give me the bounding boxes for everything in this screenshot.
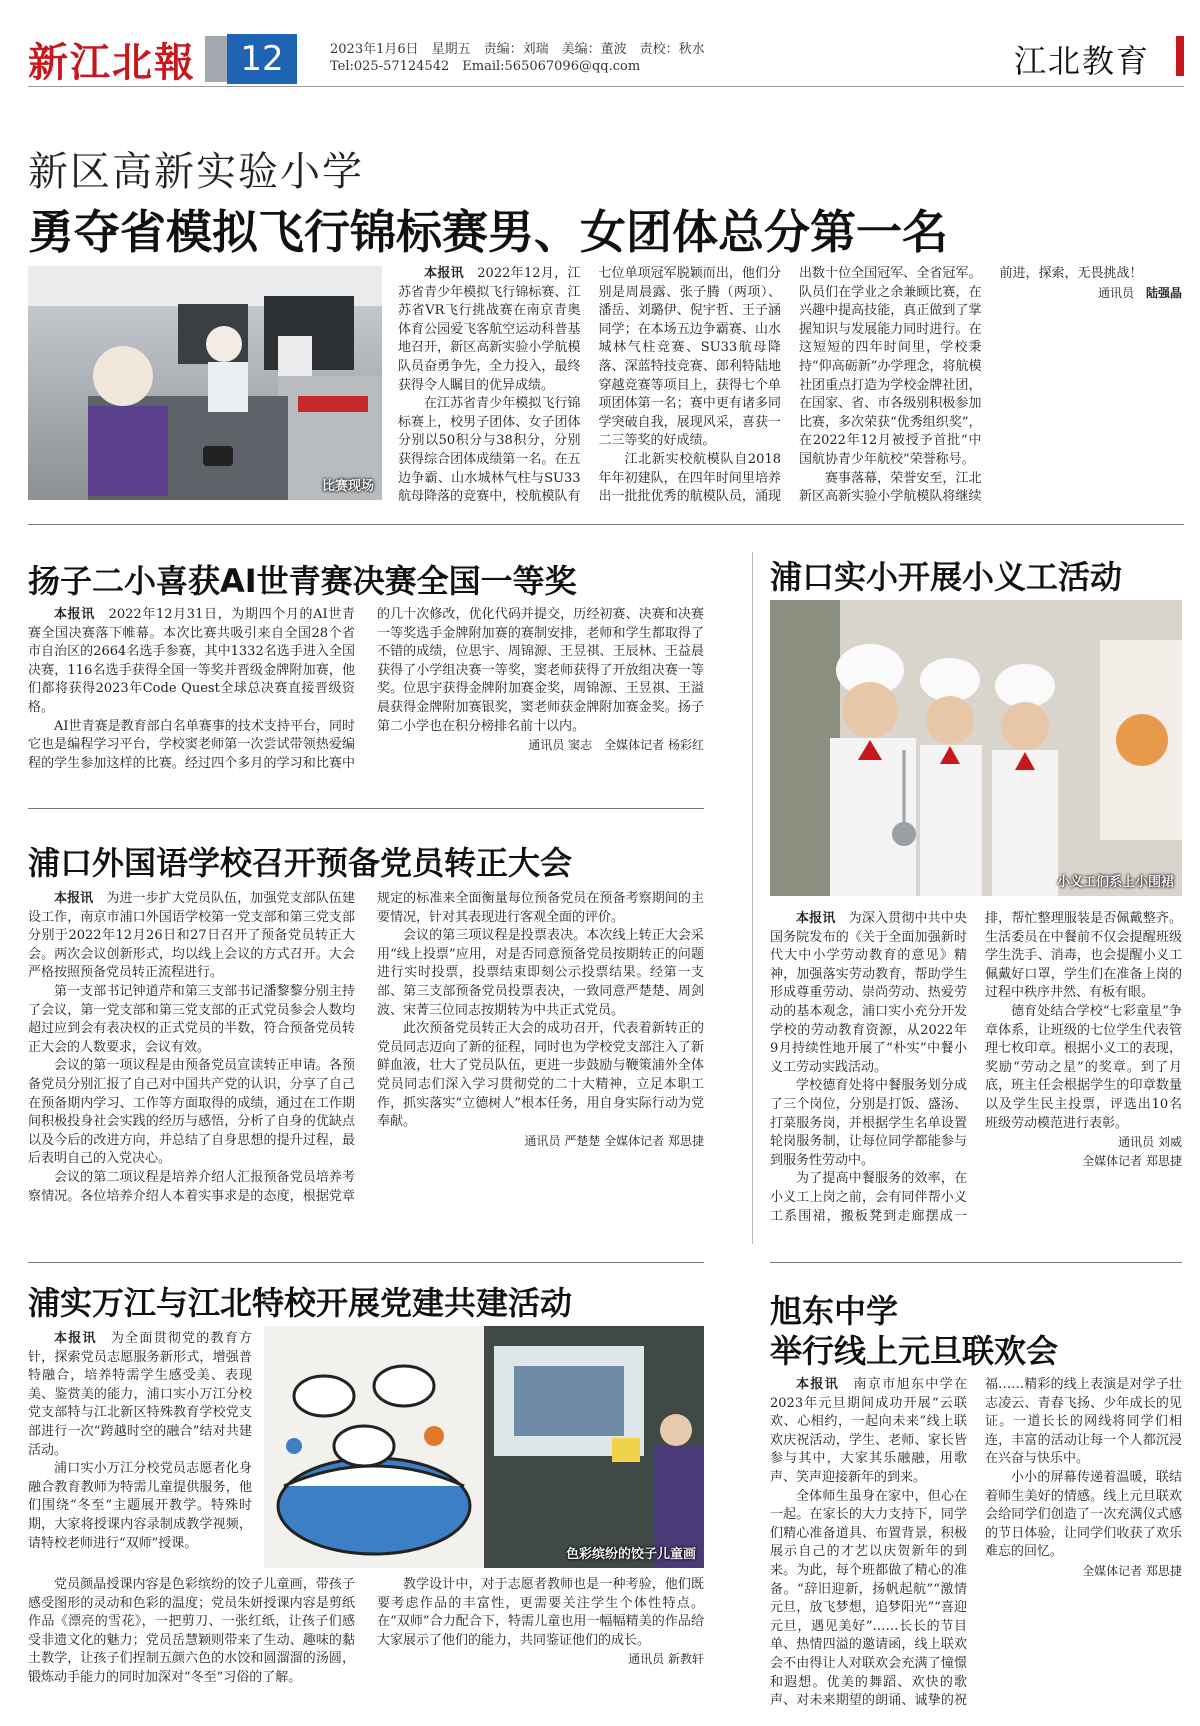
article4-lead: 本报讯: [54, 891, 94, 906]
article4-paragraph: 会议的第一项议程是由预备党员宣读转正申请。各预备党员分别汇报了自己对中国共产党的认识，分享了自己在预备期内学习、工作等方面取得的成绩，通过在工作期间积极投身社会实践的经历与感悟，分析了自身的优缺点以及今后的改进方向，并总结了自身思想的提升过程，最后表明自己的入党决心。: [28, 1058, 355, 1167]
flight-sim-photo-illustration: [28, 266, 382, 500]
article5-paragraph: 教学设计中，对于志愿者教师也是一种考验，他们既要考虑作品的丰富性，更需要关注学生个体性特点。在“双师”合力配合下，特需儿童也用一幅幅精美的作品给大家展示了他们的能力，共同鉴证他们的成长。: [377, 1577, 704, 1648]
article5-photo-caption: 色彩缤纷的饺子儿童画: [565, 1547, 696, 1562]
volunteers-photo-illustration: [770, 600, 1182, 896]
article1-kicker: 新区高新实验小学: [28, 149, 364, 195]
article2-paragraph: 2022年12月31日，为期四个月的AI世青赛全国决赛落下帷幕。本次比赛共吸引来自全国28个省市自治区的2664名选手参赛，其中1332名选手进入全国决赛，116名选手获得全国一等奖并晋级金牌附加赛，他们都将获得2023年Code Quest全球总决赛直接晋级资格。: [28, 607, 355, 715]
column-divider: [752, 552, 753, 1244]
section-divider: [28, 808, 704, 809]
article1-byline: [1000, 284, 1183, 303]
article5-headline: 浦实万江与江北特校开展党建共建活动: [28, 1284, 573, 1322]
article4-byline: 通讯员 严楚楚 全媒体记者 郑思捷: [524, 1133, 704, 1148]
article4-body: [28, 890, 704, 1236]
article1-paragraph: 赛事落幕，荣誉安至，江北新区高新实验小学航模队将继续前进，探索，无畏挑战！: [799, 266, 1143, 505]
section-divider: [770, 1262, 1182, 1263]
article3-paragraph: 为了提高中餐服务的效率，在小义工上岗之前，会有同伴帮小义工系围裙，搬板凳到走廊摆成一排，帮忙整理服装是否佩戴整齐。生活委员在中餐前不仅会提醒班级学生洗手、消毒，也会提醒小义工佩戴好口罩，学生们在准备上岗的过程中秩序井然、有板有眼。: [770, 911, 1182, 1224]
article6-body: [770, 1376, 1182, 1722]
article1-photo: [28, 266, 382, 500]
article1-paragraph: 2022年12月，江苏省青少年模拟飞行锦标赛、江苏省VR飞行挑战赛在南京青奥体育公园爱飞客航空运动科普基地召开，新区高新实验小学航模队员奋勇争先，全力投入，最终获得令人瞩目的优异成绩。: [398, 266, 581, 393]
byline-name: 陆强晶: [1145, 285, 1182, 300]
header-rule: [28, 86, 1184, 87]
article3-paragraph: 学校德育处将中餐服务划分成了三个岗位，分别是打饭、盛汤、打菜服务岗，并根据学生名单设置轮岗服务制，让每位同学都能参与到服务性劳动中。: [770, 1078, 967, 1168]
article1-paragraph: 在江苏省青少年模拟飞行锦标赛上，校男子团体、女子团体分别以50积分与38积分，分别获得综合团体成绩第一名。在五边争霸、山水城林气柱与SU33航母降落的竞赛中，校航模队有七位单项冠军脱颖而出，他们分别是周晨露、张子腾（两项）、潘岳、刘璐伊、倪宇哲、王子涵同学；在本场五边争霸赛、山水城林气柱竞赛、SU33航母降落、深蓝特技竞赛、郎利特陆地穿越竞赛等项目上，获得七个单项团体第一名；赛中更有诸多同学突破自我，展现风采，喜获一二三等奖的好成绩。: [398, 266, 781, 505]
article1-body: [398, 265, 1182, 507]
section-divider: [28, 524, 1184, 525]
article1-headline: 勇夺省模拟飞行锦标赛男、女团体总分第一名: [28, 205, 948, 259]
article6-lead: 本报讯: [796, 1377, 840, 1392]
article4-paragraph: 会议的第三项议程是投票表决。本次线上转正大会采用“线上投票”应用，对是否同意预备党员按期转正的问题进行实时投票，投票结束即刻公示投票结果。经第一支部、第三支部预备党员投票表决，一致同意严楚楚、周剑波、宋菁三位同志按期转为中共正式党员。: [377, 928, 704, 1018]
article2-headline: 扬子二小喜获AI世青赛决赛全国一等奖: [28, 562, 577, 600]
masthead-logo: 新江北報: [28, 39, 196, 86]
article3-headline: 浦口实小开展小义工活动: [770, 558, 1123, 596]
article3-byline: 全媒体记者 郑思捷: [1082, 1153, 1182, 1168]
article1-paragraph: 江北新实校航模队自2018年年初建队，在四年时间里培养出一批批优秀的航模队员，涌现出数十位全国冠军、全省冠军。队员们在学业之余兼顾比赛，在兴趣中提高技能，真正做到了掌握知识与发展能力同时进行。在这短短的四年时间里，学校秉持“仰高砺新”办学理念，将航模社团重点打造为学校金牌社团，在国家、省、市各级别积极参加比赛，多次荣获“优秀组织奖”，在2022年12月被授予首批“中国航协青少年航校”荣誉称号。: [598, 266, 982, 505]
section-title: 江北教育: [1014, 42, 1151, 80]
article5-byline: 通讯员 新教轩: [628, 1652, 704, 1667]
article3-paragraph: 为深入贯彻中共中央国务院发布的《关于全面加强新时代大中小学劳动教育的意见》精神，加强落实劳动教育，帮助学生形成尊重劳动、崇尚劳动、热爱劳动的基本观念，浦口实小充分开发学校的劳动教育资源，从2022年9月持续性地开展了“朴实”中餐小义工劳动实践活动。: [770, 911, 967, 1075]
article6-paragraph: 南京市旭东中学在2023年元旦期间成功开展“云联欢、心相约，一起向未来”线上联欢庆祝活动，学生、老师、家长皆参与其中，大家其乐融融，用歌声、笑声迎接新年的到来。: [770, 1377, 967, 1485]
article5-paragraph: 为全面贯彻党的教育方针，探索党员志愿服务新形式，增强普特融合，培养特需学生感受美、表现美、鉴赏美的能力，浦口实小万江分校党支部特与江北新区特殊教育学校党支部进行一次“跨越时空的融合”结对共建活动。: [28, 1331, 252, 1458]
section-accent-bar: [1176, 36, 1184, 76]
article6-headline-line2: 举行线上元旦联欢会: [770, 1332, 1059, 1370]
article1-photo-caption: 比赛现场: [321, 479, 374, 494]
article2-lead: 本报讯: [54, 607, 95, 622]
article4-paragraph: 为进一步扩大党员队伍，加强党支部队伍建设工作，南京市浦口外国语学校第一党支部和第三党支部分别于2022年12月26日和27日召开了预备党员转正大会。两次会议创新形式，均以线上会议的方式召开。大会严格按照预备党员转正流程进行。: [28, 891, 355, 981]
article5-body-top: [28, 1330, 252, 1570]
section-divider: [28, 1262, 704, 1263]
article6-byline: 全媒体记者 郑思捷: [1082, 1563, 1182, 1578]
article5-paragraph: 党员颜晶授课内容是色彩缤纷的饺子儿童画，带孩子感受图形的灵动和色彩的温度；党员朱妍授课内容是剪纸作品《漂亮的雪花》，一把剪刀、一张红纸，让孩子们感受非遗文化的魅力；党员岳慧颖则带来了生动、趣味的黏土教学，让孩子们捏制五颜六色的水饺和圆溜溜的汤圆，锻炼动手能力的同时加深对“冬至”习俗的了解。: [28, 1577, 355, 1685]
article4-paragraph: 此次预备党员转正大会的成功召开，代表着新转正的党员同志迈向了新的征程，同时也为学校党支部注入了新鲜血液，壮大了党员队伍，更进一步鼓励与鞭策浦外全体党员同志们深入学习贯彻党的二十大精神，立足本职工作，抓实落实“立德树人”根本任务，用自身实际行动为党奉献。: [377, 1021, 704, 1130]
article5-lead: 本报讯: [54, 1331, 97, 1346]
article2-paragraph: AI世青赛是教育部白名单赛事的技术支持平台，同时它也是编程学习平台，学校窦老师第一次尝试带领热爱编程的学生参加这样的比赛。经过四个多月的学习和比赛中的几十次修改，优化代码并提交，历经初赛、决赛和决赛一等奖选手金牌附加赛的赛制安排，老师和学生都取得了不错的成绩，位思宇、周锦源、王昱祺、王辰林、王益晨获得了小学组决赛一等奖，窦老师获得了开放组决赛一等奖。位思宇获得金牌附加赛金奖，周锦源、王昱祺、王溢晨获得金牌附加赛银奖，窦老师获金牌附加赛金奖。扬子第二小学也在积分榜排名前十以内。: [28, 607, 704, 771]
article4-paragraph: 会议的第二项议程是培养介绍人汇报预备党员培养考察情况。各位培养介绍人本着实事求是的态度，根据党章规定的标准来全面衡量每位预备党员在预备考察期间的主要情况，针对其表现进行客观全面的评价。: [28, 891, 704, 1204]
byline-role: 通讯员: [1097, 285, 1134, 300]
dumpling-drawing-illustration: [264, 1326, 704, 1568]
article3-body: [770, 910, 1182, 1244]
article1-lead: 本报讯: [424, 266, 464, 281]
article2-body: [28, 606, 704, 782]
article3-lead: 本报讯: [796, 911, 836, 926]
contact-meta: Tel:025-57124542 Email:565067096@qq.com: [330, 59, 641, 74]
page-number: 12: [227, 34, 297, 84]
article4-paragraph: 第一支部书记钟道芹和第三支部书记潘黎黎分别主持了会议，第一党支部和第三党支部的正式党员参会人数均超过应到会有表决权的正式党员的半数，符合预备党员转正大会的人数要求，会议有效。: [28, 983, 355, 1055]
article3-photo-caption: 小义工们系上小围裙: [1056, 875, 1174, 890]
article5-paragraph: 浦口实小万江分校党员志愿者化身融合教育教师为特需儿童提供服务，他们围绕“冬至”主题展开教学。特殊时期，大家将授课内容录制成教学视频，请特校老师进行“双师”授课。: [28, 1461, 252, 1551]
article5-body-bottom: [28, 1576, 704, 1722]
article4-headline: 浦口外国语学校召开预备党员转正大会: [28, 844, 573, 882]
article6-paragraph: 小小的屏幕传递着温暖，联结着师生美好的情感。线上元旦联欢会给同学们创造了一次充满仪式感的节日体验，让同学们收获了欢乐难忘的回忆。: [985, 1469, 1182, 1560]
article5-photo: [264, 1326, 704, 1568]
article2-byline: 通讯员 窦志 全媒体记者 杨彩红: [528, 738, 704, 753]
article3-photo: [770, 600, 1182, 896]
article6-paragraph: 全体师生虽身在家中，但心在一起。在家长的大力支持下，同学们精心准备道具、布置背景，积极展示自己的才艺以庆贺新年的到来。为此，每个班都做了精心的准备。“辞旧迎新，扬帆起航”“激情元旦，放飞梦想，追梦阳光”“喜迎元旦，遇见美好”……长长的节目单、热情四溢的邀请函，线上联欢会不由得让人对联欢会充满了憧憬和遐想。优美的舞蹈、欢快的歌声、对未来期望的朗诵、诚挚的祝福……精彩的线上表演是对学子壮志凌云、青春飞扬、少年成长的见证。一道长长的网线将同学们相连，丰富的活动让每一个人都沉浸在兴奋与快乐中。: [770, 1377, 1182, 1709]
article3-byline: 通讯员 刘威: [1118, 1135, 1182, 1150]
article3-paragraph: 德育处结合学校“七彩童星”争章体系，让班级的七位学生代表管理七枚印章。根据小义工的表现，奖励“劳动之星”的奖章。到了月底，班主任会根据学生的印章数量以及学生民主投票，评选出10名班级劳动模范进行表彰。: [985, 1003, 1182, 1131]
issue-meta: 2023年1月6日 星期五 责编：刘瑞 美编：董波 责校：秋水: [330, 42, 705, 57]
article6-headline-line1: 旭东中学: [770, 1292, 899, 1330]
